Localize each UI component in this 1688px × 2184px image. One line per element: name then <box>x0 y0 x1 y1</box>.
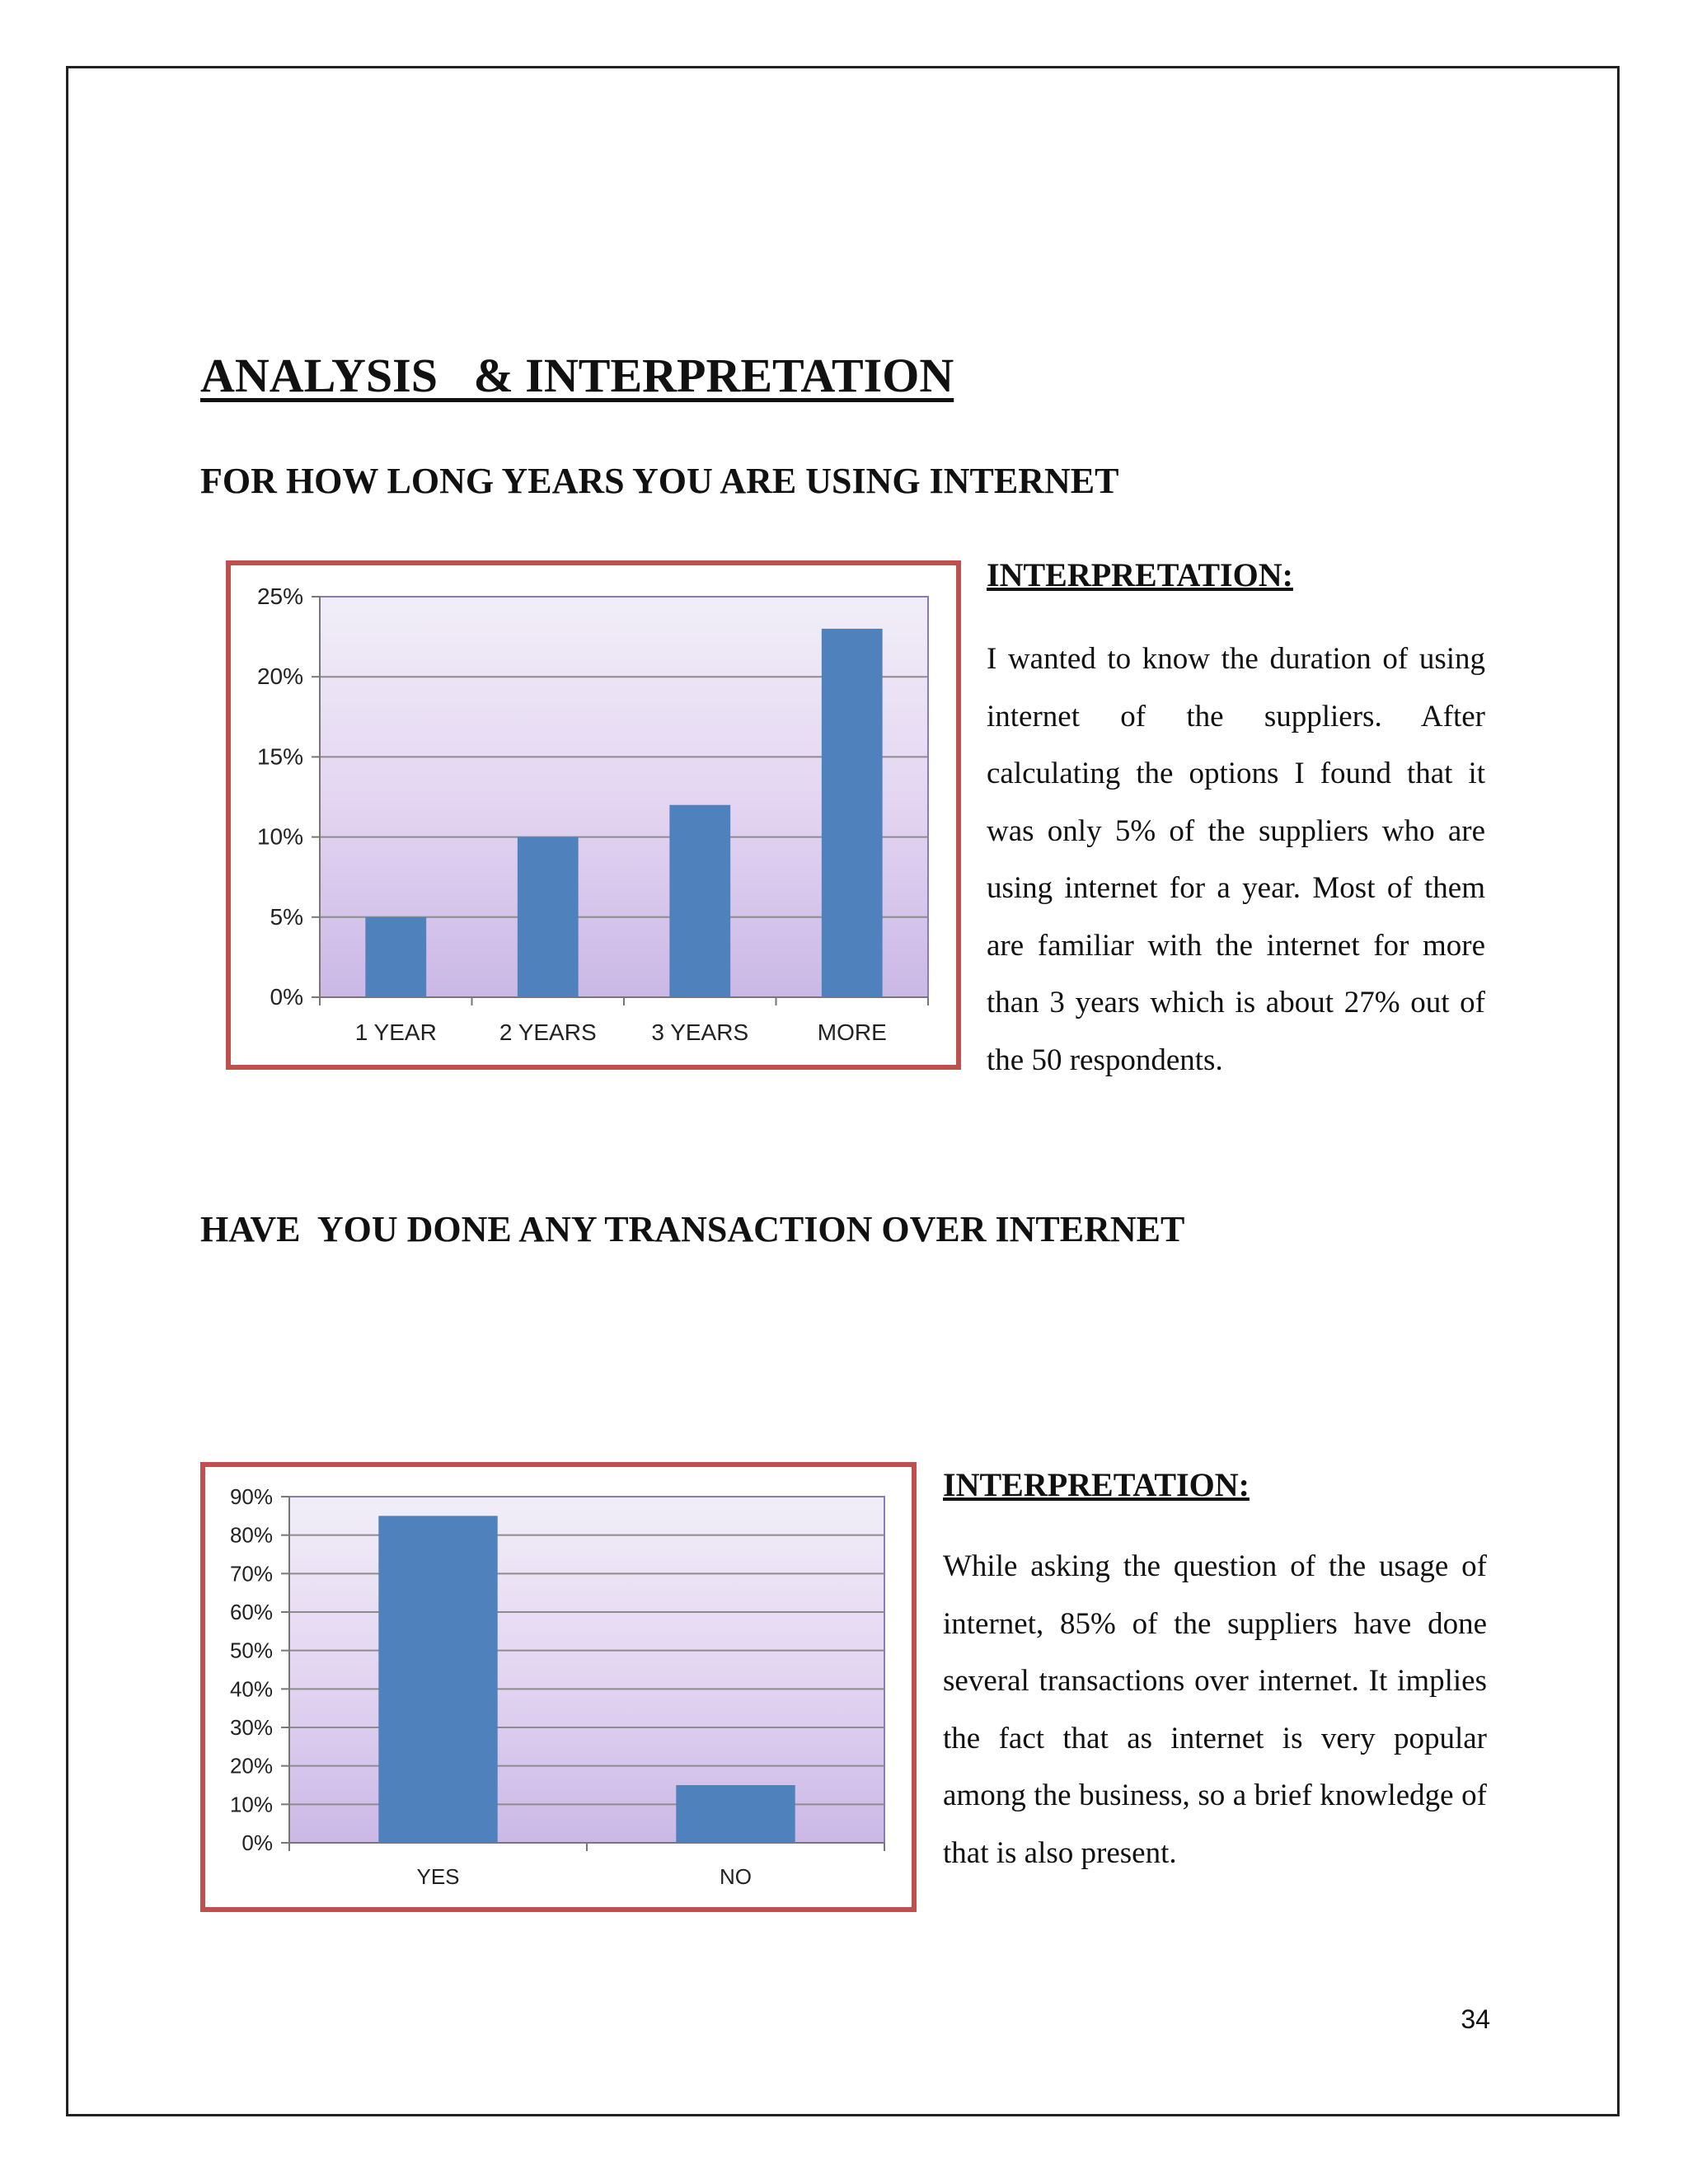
y-tick-label: 80% <box>229 1522 273 1548</box>
y-tick-label: 5% <box>270 903 303 930</box>
y-tick-label: 50% <box>229 1638 273 1663</box>
question-heading-1: FOR HOW LONG YEARS YOU ARE USING INTERNET <box>200 461 1119 501</box>
y-tick-label: 90% <box>229 1484 273 1509</box>
interpretation-text-1: I wanted to know the duration of using internet of the suppliers. After calculating the options I found that it was only 5% of the suppliers who are using internet for a year. Most of them are familiar with the internet for more than 3 years which is about 27% out of the 50 respondents. <box>987 642 1485 1077</box>
interpretation-title-2: INTERPRETATION: <box>943 1466 1250 1503</box>
y-tick-label: 60% <box>229 1600 273 1624</box>
chart-transactions <box>205 1467 912 1907</box>
x-tick-label: 1 YEAR <box>354 1019 437 1045</box>
question-heading-2: HAVE YOU DONE ANY TRANSACTION OVER INTERNET <box>200 1209 1185 1249</box>
x-tick-label: YES <box>416 1864 460 1889</box>
x-tick-label: NO <box>720 1864 752 1889</box>
bar-yes <box>378 1516 497 1843</box>
x-tick-label: 3 YEARS <box>651 1019 749 1045</box>
bar-more <box>822 629 883 997</box>
y-tick-label: 20% <box>229 1753 273 1779</box>
y-tick-label: 10% <box>229 1792 273 1817</box>
page-title: ANALYSIS & INTERPRETATION <box>200 349 954 402</box>
x-tick-label: 2 YEARS <box>499 1019 597 1045</box>
y-tick-label: 0% <box>241 1830 273 1855</box>
interpretation-title-1: INTERPRETATION: <box>987 556 1293 593</box>
y-tick-label: 70% <box>229 1561 273 1586</box>
chart-frame-1 <box>226 560 961 1070</box>
plot-area <box>289 1497 884 1843</box>
bar-no <box>676 1785 795 1843</box>
y-tick-label: 20% <box>256 663 303 690</box>
y-tick-label: 15% <box>256 743 303 770</box>
y-tick-label: 30% <box>229 1715 273 1740</box>
x-tick-label: MORE <box>817 1019 887 1045</box>
interpretation-text-2: While asking the question of the usage of internet, 85% of the suppliers have done several transactions over internet. It implies the fact that as internet is very popular among the business, so a brief knowledge of that is also present. <box>943 1549 1487 1870</box>
chart-usage-duration <box>231 565 956 1065</box>
bar-1-year <box>365 917 426 997</box>
y-tick-label: 40% <box>229 1676 273 1702</box>
y-tick-label: 25% <box>256 583 303 609</box>
y-tick-label: 10% <box>256 823 303 850</box>
bar-3-years <box>669 805 730 997</box>
bar-2-years <box>518 837 579 997</box>
y-tick-label: 0% <box>270 984 303 1010</box>
page-number: 34 <box>1461 2004 1490 2034</box>
chart-frame-2 <box>200 1462 917 1912</box>
